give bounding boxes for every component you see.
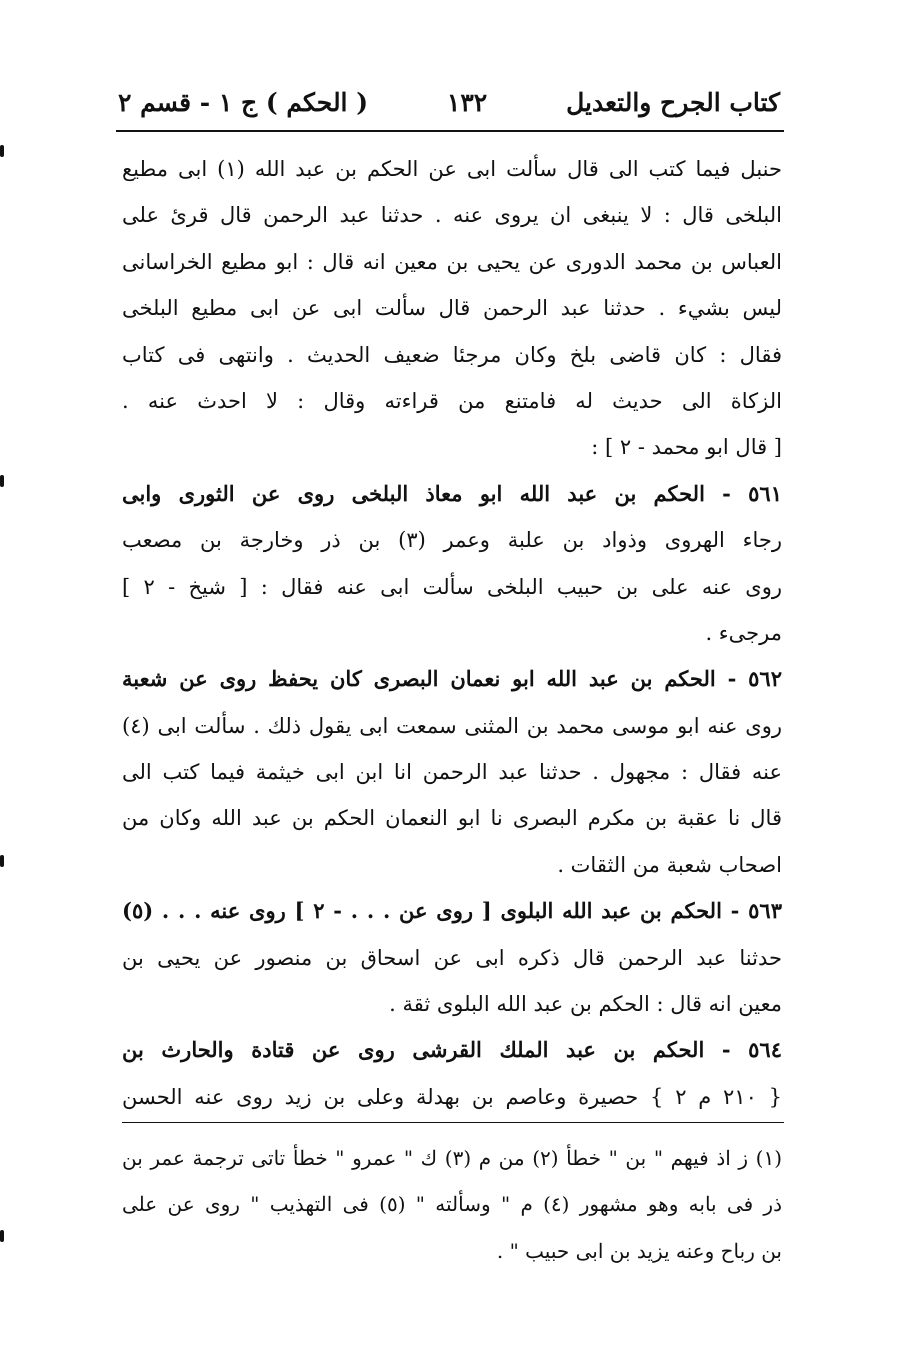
page-header [118, 78, 780, 126]
scan-edge-mark [0, 855, 4, 867]
page-number: ١٣٢ [446, 87, 488, 117]
text-line: روى عنه على بن حبيب البلخى سألت ابى عنه فقال : [ شيخ - ٢ ] [122, 574, 782, 599]
footnote-line: بن رباح وعنه يزيد بن ابى حبيب " . [496, 1238, 782, 1263]
text-line: { ٢١٠ م ٢ } حصيرة وعاصم بن بهدلة وعلى بن زيد روى عنه الحسن [122, 1084, 782, 1109]
text-line: فقال : كان قاضى بلخ وكان مرجئا ضعيف الحديث . وانتهى فى كتاب [122, 342, 782, 367]
text-line: معين انه قال : الحكم بن عبد الله البلوى ثقة . [389, 992, 782, 1017]
entry-564-line: ٥٦٤ - الحكم بن عبد الملك القرشى روى عن قتادة والحارث بن [122, 1037, 782, 1063]
footnote-rule [122, 1122, 784, 1123]
text-line: العباس بن محمد الدورى عن يحيى بن معين انه قال : ابو مطيع الخراسانى [122, 249, 782, 274]
entry-563-line: ٥٦٣ - الحكم بن عبد الله البلوى [ روى عن . . . - ٢ ] روى عنه . . . (٥) [122, 898, 782, 924]
entry-562-line: ٥٦٢ - الحكم بن عبد الله ابو نعمان البصرى كان يحفظ روى عن شعبة [122, 666, 782, 692]
text-line: روى عنه ابو موسى محمد بن المثنى سمعت ابى يقول ذلك . سألت ابى (٤) [122, 713, 782, 738]
text-line: قال نا عقبة بن مكرم البصرى نا ابو النعمان الحكم بن عبد الله وكان من [122, 806, 782, 831]
scan-edge-mark [0, 145, 4, 157]
text-line: حدثنا عبد الرحمن قال ذكره ابى عن اسحاق بن منصور عن يحيى بن [122, 945, 782, 970]
text-line: حنبل فيما كتب الى قال سألت ابى عن الحكم بن عبد الله (١) ابى مطيع [122, 157, 782, 181]
section-label: ( الحكم ) ج ١ - قسم ٢ [118, 87, 369, 117]
main-text [122, 146, 782, 1120]
text-line: البلخى قال : لا ينبغى ان يروى عنه . حدثنا عبد الرحمن قال قرئ على [122, 203, 782, 228]
text-line: رجاء الهروى وذواد بن علبة وعمر (٣) بن ذر وخارجة بن مصعب [122, 528, 782, 553]
text-line: مرجىء . [705, 620, 782, 645]
scan-edge-mark [0, 1230, 4, 1242]
footnote-line: (١) ز اذ فيهم " بن " خطأ (٢) من م (٣) ك " عمرو " خطأ تاتى ترجمة عمر بن [122, 1146, 782, 1170]
scan-edge-mark [0, 475, 4, 487]
footnote-line: ذر فى بابه وهو مشهور (٤) م " وسألته " (٥) فى التهذيب " روى عن على [122, 1192, 782, 1217]
text-line: ليس بشيء . حدثنا عبد الرحمن قال سألت ابى عن ابى مطيع البلخى [122, 296, 782, 321]
text-line: اصحاب شعبة من الثقات . [557, 852, 782, 877]
header-rule [116, 130, 784, 132]
book-title: كتاب الجرح والتعديل [566, 87, 780, 117]
text-line: عنه فقال : مجهول . حدثنا عبد الرحمن انا ابن ابى خيثمة فيما كتب الى [122, 760, 782, 785]
footnotes [122, 1136, 782, 1275]
text-line: [ قال ابو محمد - ٢ ] : [591, 435, 782, 460]
text-line: الزكاة الى حديث له فامتنع من قراءته وقال : لا احدث عنه . [122, 388, 782, 413]
entry-561-line: ٥٦١ - الحكم بن عبد الله ابو معاذ البلخى روى عن الثورى وابى [122, 480, 782, 506]
